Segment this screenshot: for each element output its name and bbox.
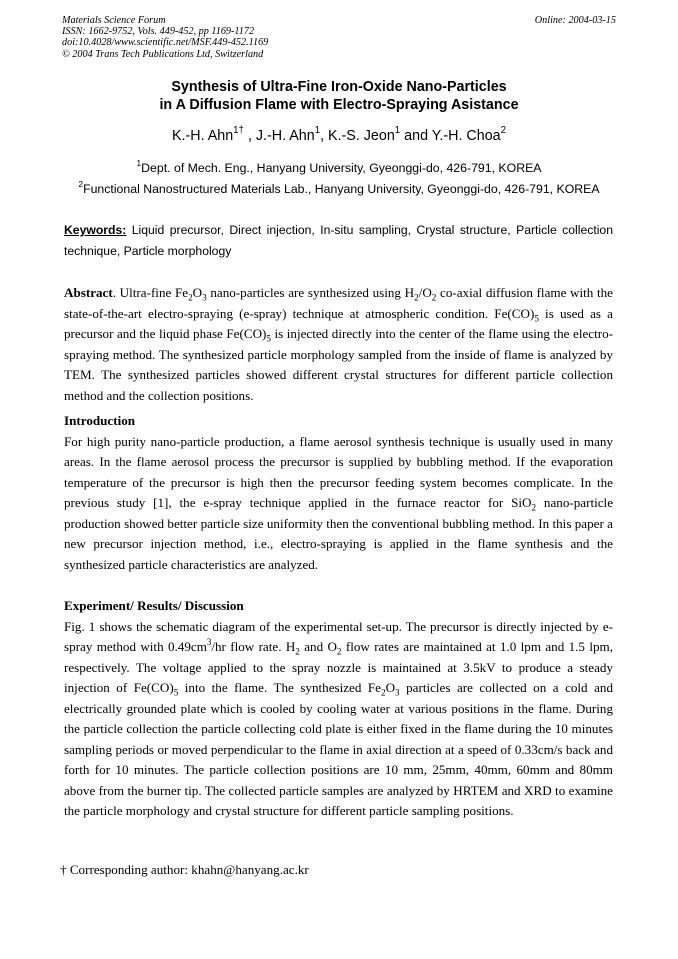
journal-copyright: © 2004 Trans Tech Publications Ltd, Switzerland — [62, 48, 264, 60]
subscript: 5 — [534, 313, 539, 324]
introduction-paragraph — [64, 432, 613, 576]
text-run: is injected directly into the center of the flame using the electro-spraying method. The synthesized particle morphology sampled from the inside of flame is analyzed by TEM. The synthesized particles showed different crystal structures for different particle collection method and the collection positions. — [64, 326, 613, 403]
subscript: 2 — [431, 292, 437, 303]
text-run: O — [385, 680, 396, 695]
journal-name: Materials Science Forum — [62, 15, 166, 26]
corresponding-author-footnote — [60, 862, 309, 878]
paper-title — [0, 78, 678, 114]
subscript: 5 — [173, 687, 179, 698]
superscript: 3 — [206, 636, 212, 647]
text-run: /hr flow rate. H — [211, 639, 296, 654]
text-run: is used as a precursor and the liquid phase Fe(CO) — [64, 305, 613, 341]
subscript: 2 — [336, 646, 342, 657]
dagger-mark: † — [60, 862, 67, 877]
title-line-2: in A Diffusion Flame with Electro-Spraying Asistance — [159, 97, 519, 113]
text-run: and O — [299, 639, 337, 654]
journal-issn: ISSN: 1662-9752, Vols. 449-452, pp 1169-1172 — [62, 26, 255, 38]
author-name: K.-H. Ahn — [171, 128, 234, 144]
affiliation-text: Functional Nanostructured Materials Lab., Hanyang University, Gyeonggi-do, 426-791, KOREA — [83, 182, 600, 196]
affiliation-1 — [0, 158, 678, 175]
text-run: co-axial diffusion flame with the state-of-the-art electro-spraying (e-spray) technique at atmospheric condition. Fe(CO) — [64, 285, 613, 321]
introduction-heading: Introduction — [64, 413, 136, 428]
subscript: 2 — [414, 292, 419, 303]
subscript: 2 — [188, 292, 193, 303]
text-run: flow rates are maintained at 1.0 lpm and 1.5 lpm, respectively. The voltage applied to the spray nozzle is maintained at 3.5kV to produce a steady injection of Fe(CO) — [64, 639, 613, 695]
subscript: 2 — [381, 687, 386, 698]
experiment-heading: Experiment/ Results/ Discussion — [64, 598, 244, 613]
keywords-text: Liquid precursor, Direct injection, In-situ sampling, Crystal structure, Particle collection technique, Particle morphology — [64, 223, 613, 258]
text-run: O — [192, 285, 203, 300]
text-run: . Ultra-fine Fe — [112, 285, 189, 300]
author-sup: 2 — [500, 125, 507, 137]
journal-doi: doi:10.4028/www.scientific.net/MSF.449-452.1169 — [62, 37, 269, 49]
text-run: nano-particle production showed better particle size uniformity then the conventional bubbling method. In this paper a new precursor injection method, i.e., electro-spraying is applied in the flame synthesis and the synthesized particle characteristics are analyzed. — [64, 495, 614, 572]
text-run: particles are collected on a cold and electrically grounded plate which is cooled by cooling water at various positions in the flame. During the particle collection the particle collecting cold plate is either fixed in the flame during the 10 minutes sampling periods or moved perpendicular to the flame in axial direction at a speed of 0.33cm/s back and forth for 10 minutes. The particle collection positions are 10 mm, 25mm, 40mm, 60mm and 80mm above from the burner tip. The collected particle samples are analyzed by HRTEM and XRD to examine the particle morphology and crystal structure for different particle sampling positions. — [64, 680, 614, 818]
journal-header — [62, 15, 616, 60]
text-run: Fig. 1 shows the schematic diagram of the experimental set-up. The precursor is directly injected by e-spray method with 0.49cm — [64, 618, 613, 654]
text-run: For high purity nano-particle production, a flame aerosol synthesis technique is usually used in many areas. In the flame aerosol process the precursor is supplied by bubbling method. If the evaporation temperature of the precursor is high then the precursor feeding system becomes complicate. In the previous study [1], the e-spray technique applied in the furnace reactor for SiO — [64, 433, 613, 510]
abstract-label: Abstract — [64, 285, 113, 300]
author-sup: 1 — [314, 125, 321, 137]
online-date: Online: 2004-03-15 — [534, 15, 616, 26]
affiliation-2 — [0, 179, 678, 196]
author-sup: 1† — [233, 125, 244, 137]
footnote-text: Corresponding author: khahn@hanyang.ac.kr — [66, 862, 309, 877]
subscript: 5 — [266, 333, 271, 344]
author-list — [0, 125, 678, 144]
author-name: , K.-S. Jeon — [320, 128, 395, 144]
title-line-1: Synthesis of Ultra-Fine Iron-Oxide Nano-Particles — [171, 79, 507, 95]
author-sup: 1 — [394, 125, 401, 137]
introduction-section — [64, 411, 613, 575]
subscript: 3 — [202, 292, 207, 303]
experiment-paragraph — [64, 617, 613, 822]
experiment-section — [64, 596, 613, 822]
text-run: into the flame. The synthesized Fe — [178, 680, 381, 695]
affiliation-sup: 2 — [78, 179, 84, 190]
affiliation-text: Dept. of Mech. Eng., Hanyang University, Gyeonggi-do, 426-791, KOREA — [141, 161, 542, 175]
text-run: /O — [418, 285, 432, 300]
affiliation-sup: 1 — [136, 158, 142, 169]
abstract-paragraph — [64, 283, 613, 406]
author-name: and Y.-H. Choa — [400, 128, 501, 144]
keywords-label: Keywords: — [64, 223, 127, 237]
subscript: 3 — [395, 687, 400, 698]
subscript: 2 — [295, 646, 300, 657]
keywords — [64, 220, 613, 262]
text-run: nano-particles are synthesized using H — [206, 285, 415, 300]
subscript: 2 — [531, 502, 537, 513]
author-name: , J.-H. Ahn — [243, 128, 315, 144]
